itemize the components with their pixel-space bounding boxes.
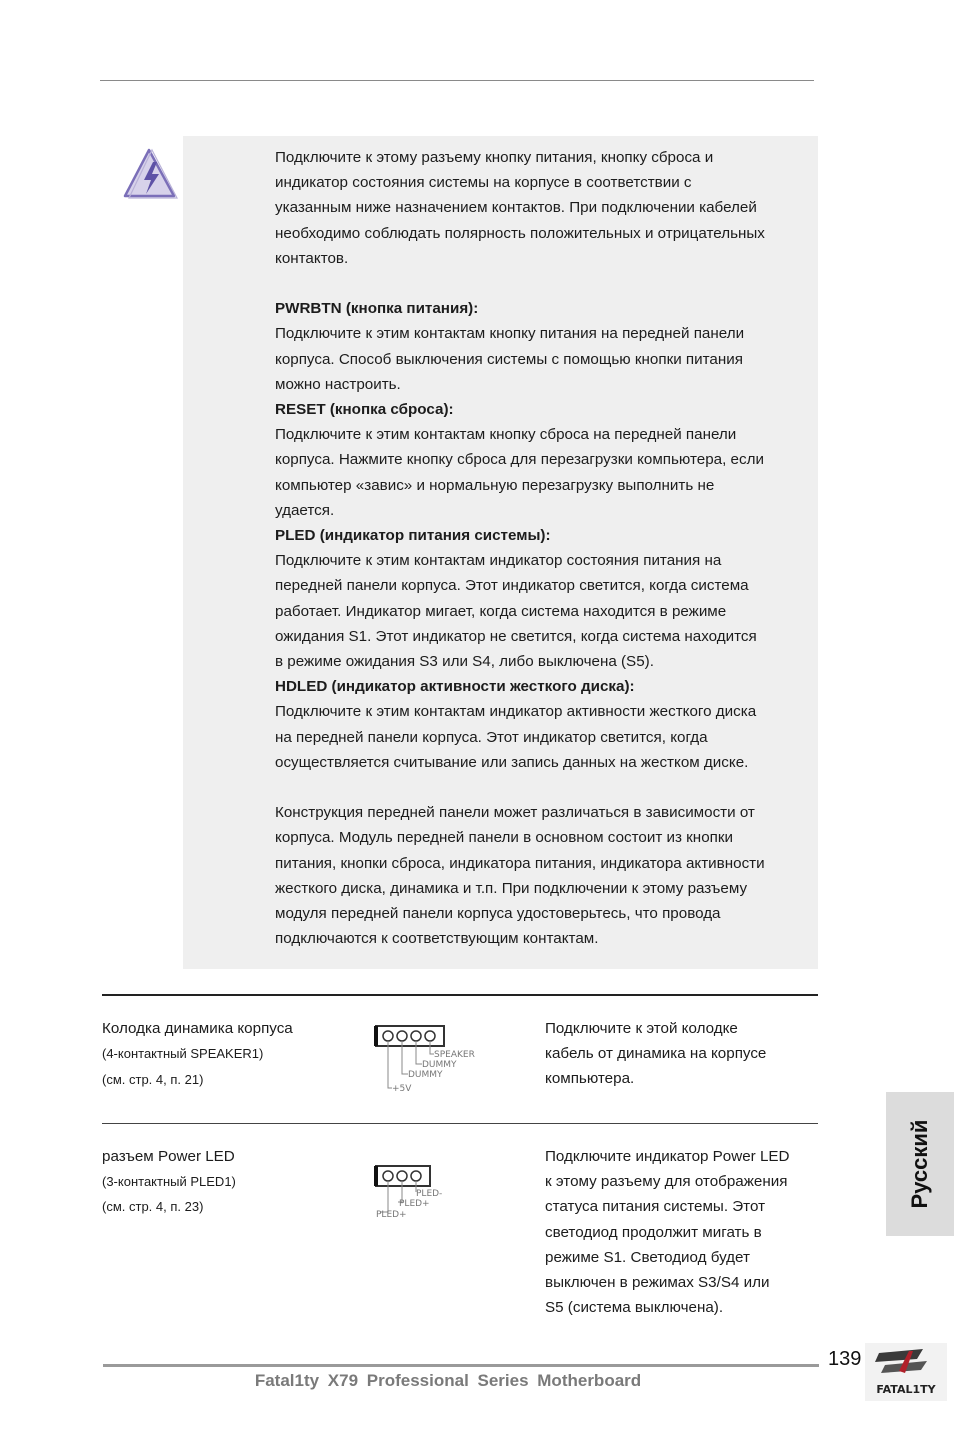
pled-line: работает. Индикатор мигает, когда система находится в режиме	[275, 602, 727, 620]
hdled-heading: HDLED (индикатор активности жесткого диска):	[275, 678, 635, 696]
pwrbtn-line: можно настроить.	[275, 375, 401, 393]
speaker-pin-label: +5V	[392, 1084, 412, 1094]
speaker-desc-line: Подключите к этой колодке	[545, 1020, 738, 1037]
top-rule	[100, 80, 814, 81]
pwrbtn-line: Подключите к этим контактам кнопку питания на передней панели	[275, 325, 745, 343]
section-rule	[102, 994, 818, 996]
note-outro-line: подключаются к соответствующим контактам.	[275, 930, 599, 948]
note-outro-line: жесткого диска, динамика и т.п. При подключении к этому разъему	[275, 879, 748, 897]
pled-line: передней панели корпуса. Этот индикатор светится, когда система	[275, 577, 749, 595]
page-number: 139	[828, 1348, 862, 1370]
fatal1ty-logo	[865, 1343, 947, 1401]
reset-line: Подключите к этим контактам кнопку сброса на передней панели	[275, 426, 737, 444]
note-intro-line: индикатор состояния системы на корпусе в соответствии с	[275, 174, 692, 192]
reset-line: удается.	[275, 501, 335, 519]
powerled-description	[545, 1144, 825, 1320]
powerled-desc-line: Подключите индикатор Power LED	[545, 1148, 790, 1165]
speaker-pin-diagram	[372, 1022, 486, 1096]
speaker-ref: (см. стр. 4, п. 21)	[102, 1072, 204, 1087]
speaker-desc-line: компьютера.	[545, 1070, 635, 1088]
language-tab	[886, 1092, 954, 1236]
powerled-pin-label: PLED-	[416, 1189, 443, 1199]
speaker-pin-label: SPEAKER	[434, 1050, 475, 1060]
note-text	[275, 145, 823, 951]
speaker-subtitle: (4-контактный SPEAKER1)	[102, 1046, 264, 1061]
hdled-line: на передней панели корпуса. Этот индикатор светится, когда	[275, 728, 708, 746]
speaker-pin-label: DUMMY	[408, 1070, 443, 1080]
powerled-title: разъем Power LED	[102, 1148, 235, 1165]
pwrbtn-heading: PWRBTN (кнопка питания):	[275, 300, 479, 318]
note-outro-line: корпуса. Модуль передней панели в основном состоит из кнопки	[275, 829, 733, 847]
note-intro-line: Подключите к этому разъему кнопку питания, кнопку сброса и	[275, 149, 714, 166]
note-intro-line: контактов.	[275, 249, 349, 267]
powerled-desc-line: выключен в режимах S3/S4 или	[545, 1274, 770, 1292]
reset-heading: RESET (кнопка сброса):	[275, 401, 454, 419]
powerled-pin-label: PLED+	[376, 1210, 407, 1220]
footer-title: Fatal1ty X79 Professional Series Motherboard	[254, 1371, 642, 1390]
powerled-subtitle: (3-контактный PLED1)	[102, 1174, 236, 1189]
language-tab-label: Русский	[907, 1119, 932, 1209]
pled-heading: PLED (индикатор питания системы):	[275, 527, 551, 545]
note-outro-line: Конструкция передней панели может различаться в зависимости от	[275, 804, 755, 822]
powerled-desc-line: режиме S1. Светодиод будет	[545, 1248, 750, 1266]
note-outro-line: питания, кнопки сброса, индикатора питания, индикатора активности	[275, 854, 765, 872]
powerled-desc-line: статуса питания системы. Этот	[545, 1198, 766, 1216]
footer-rule	[103, 1364, 819, 1367]
powerled-pin-label: PLED+	[399, 1199, 430, 1209]
powerled-desc-line: S5 (система выключена).	[545, 1299, 724, 1317]
note-outro-line: модуля передней панели корпуса удостоверьтесь, что провода	[275, 905, 721, 923]
powerled-desc-line: светодиод продолжит мигать в	[545, 1223, 762, 1241]
speaker-description	[545, 1016, 825, 1092]
logo-text: FATAL1TY	[876, 1383, 936, 1396]
powerled-desc-line: к этому разъему для отображения	[545, 1173, 788, 1191]
speaker-title: Колодка динамика корпуса	[102, 1020, 293, 1037]
speaker-pin-label: DUMMY	[422, 1060, 457, 1070]
pled-line: в режиме ожидания S3 или S4, либо выключена (S5).	[275, 653, 654, 671]
note-intro-line: указанным ниже назначением контактов. При подключении кабелей	[275, 199, 757, 217]
powerled-ref: (см. стр. 4, п. 23)	[102, 1199, 204, 1214]
hdled-line: Подключите к этим контактам индикатор активности жесткого диска	[275, 703, 757, 721]
pled-line: ожидания S1. Этот индикатор не светится, когда система находится	[275, 627, 757, 645]
section-rule	[102, 1123, 818, 1124]
reset-line: корпуса. Нажмите кнопку сброса для перезагрузки компьютера, если	[275, 451, 764, 469]
warning-icon	[122, 146, 184, 206]
reset-line: компьютер «завис» и нормальную перезагрузку выполнить не	[275, 476, 715, 494]
note-intro-line: необходимо соблюдать полярность положительных и отрицательных	[275, 224, 765, 242]
speaker-desc-line: кабель от динамика на корпусе	[545, 1045, 767, 1063]
powerled-pin-diagram	[372, 1162, 472, 1224]
pwrbtn-line: корпуса. Способ выключения системы с помощью кнопки питания	[275, 350, 743, 368]
hdled-line: осуществляется считывание или запись данных на жестком диске.	[275, 753, 749, 771]
pled-line: Подключите к этим контактам индикатор состояния питания на	[275, 552, 722, 570]
